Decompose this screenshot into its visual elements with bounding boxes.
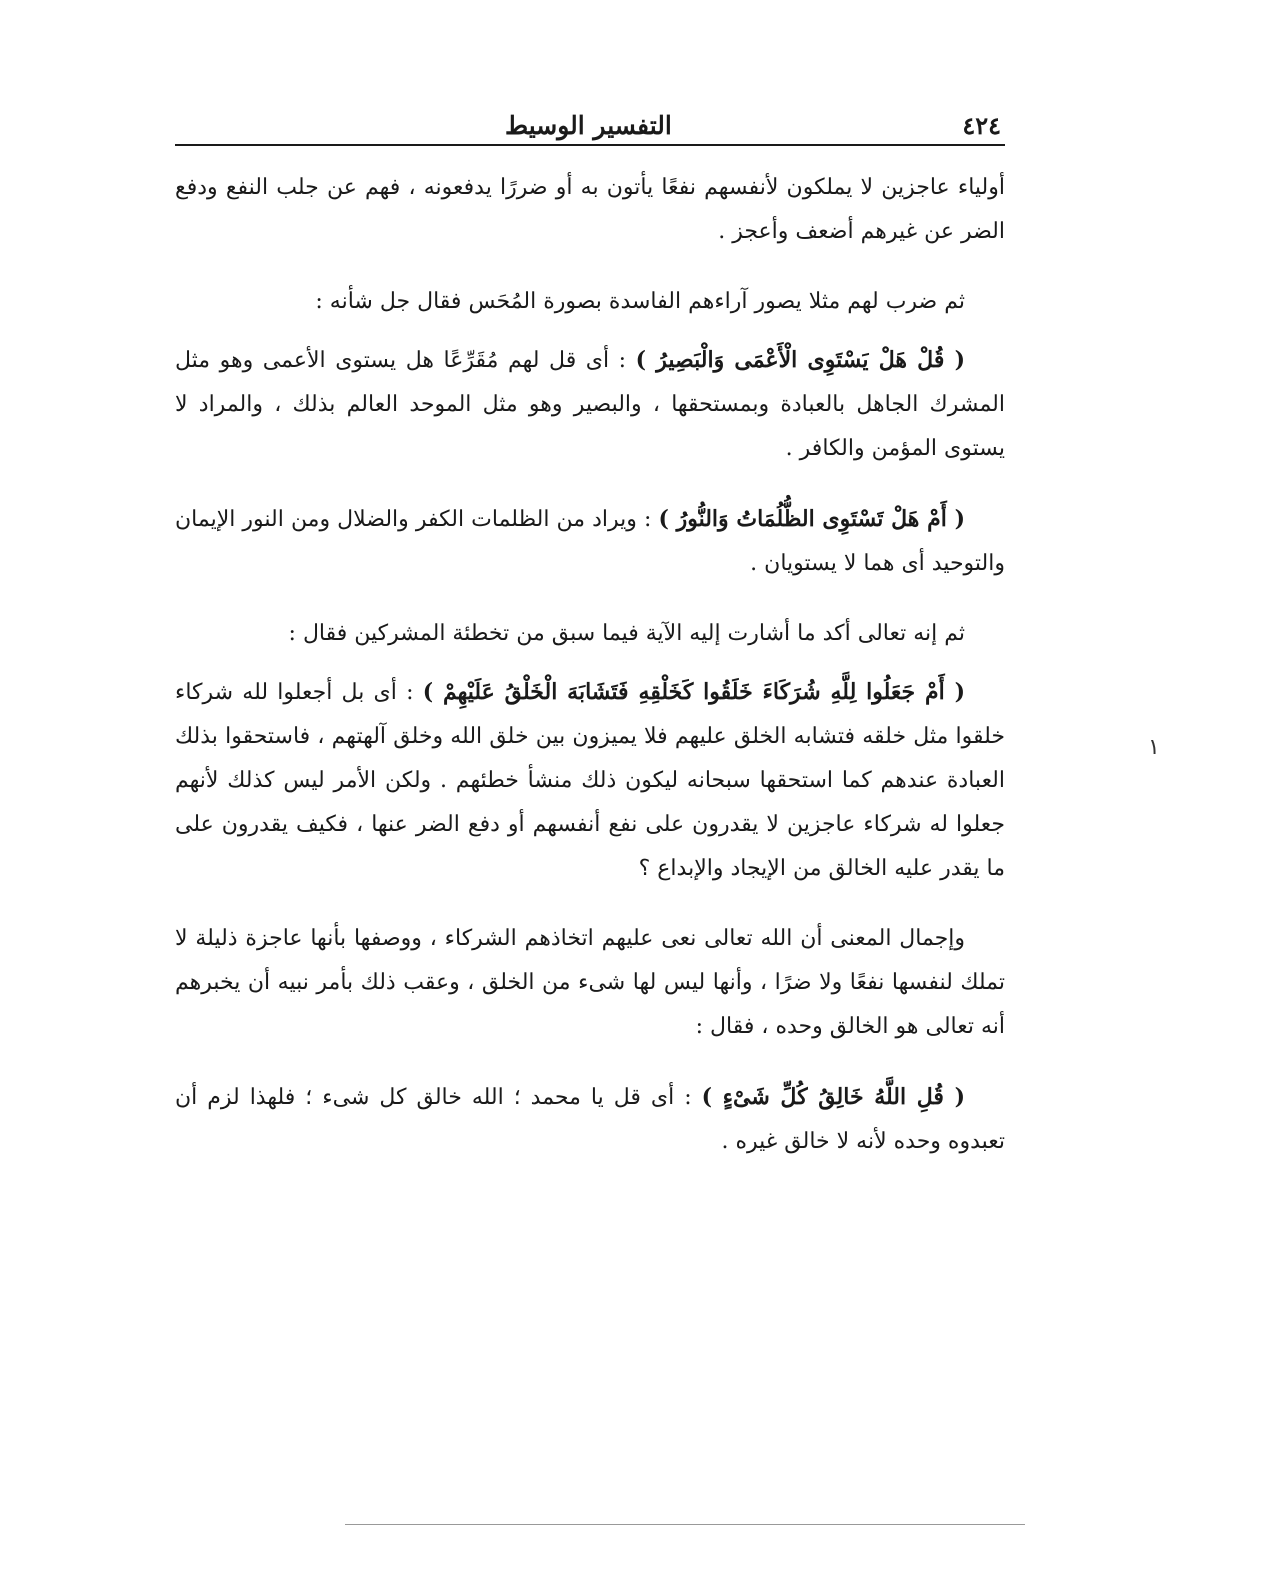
quran-verse: ( قُلْ هَلْ يَسْتَوِى الْأَعْمَى وَالْبَصِيرُ ) xyxy=(635,347,965,373)
footer-divider xyxy=(345,1524,1025,1525)
paragraph xyxy=(175,670,1005,891)
page-header xyxy=(175,100,1005,146)
paragraph-text: : أى قل يا محمد ؛ الله خالق كل شىء ؛ فلهذا لزم أن تعبدوه وحده لأنه لا خالق غيره . xyxy=(175,1085,1005,1154)
body-text xyxy=(175,166,1005,1190)
margin-note: ١ xyxy=(1148,735,1160,760)
running-title: التفسير الوسيط xyxy=(505,111,672,140)
paragraph-text: أولياء عاجزين لا يملكون لأنفسهم نفعًا يأتون به أو ضررًا يدفعونه ، فهم عن جلب النفع ودفع الضر عن غيرهم أضعف وأعجز . xyxy=(175,175,1005,244)
paragraph xyxy=(175,338,1005,471)
paragraph-text: : أى بل أجعلوا لله شركاء خلقوا مثل خلقه فتشابه الخلق عليهم فلا يميزون بين خلق الله وخلق آلهتهم ، فاستحقوا بذلك العبادة عندهم كما استحقها سبحانه ليكون ذلك منشأ خطئهم . ولكن الأمر ليس كذلك لأنهم جعلوا له شركاء عاجزين لا يقدرون على نفع أنفسهم أو دفع الضر عنها ، فكيف يقدرون على ما يقدر عليه الخالق من الإيجاد والإبداع ؟ xyxy=(175,680,1005,881)
quran-verse: ( أَمْ هَلْ تَسْتَوِى الظُّلُمَاتُ وَالنُّورُ ) xyxy=(658,506,965,532)
page-number: ٤٢٤ xyxy=(962,111,1001,140)
paragraph xyxy=(175,612,1005,656)
paragraph-text: : أى قل لهم مُقَرِّعًا هل يستوى الأعمى وهو مثل المشرك الجاهل بالعبادة وبمستحقها ، والبصير وهو مثل الموحد العالم بذلك ، والمراد لا يستوى المؤمن والكافر . xyxy=(175,348,1005,461)
quran-verse: ( قُلِ اللَّهُ خَالِقُ كُلِّ شَىْءٍ ) xyxy=(701,1084,965,1110)
paragraph-text: : ويراد من الظلمات الكفر والضلال ومن النور الإيمان والتوحيد أى هما لا يستويان . xyxy=(175,507,1005,576)
paragraph-text: ثم ضرب لهم مثلا يصور آراءهم الفاسدة بصورة المُحَس فقال جل شأنه : xyxy=(315,289,965,314)
paragraph xyxy=(175,917,1005,1049)
paragraph xyxy=(175,280,1005,324)
paragraph-text: ثم إنه تعالى أكد ما أشارت إليه الآية فيما سبق من تخطئة المشركين فقال : xyxy=(288,621,965,646)
paragraph xyxy=(175,497,1005,586)
paragraph-text: وإجمال المعنى أن الله تعالى نعى عليهم اتخاذهم الشركاء ، ووصفها بأنها عاجزة ذليلة لا تملك لنفسها نفعًا ولا ضرًا ، وأنها ليس لها شىء من الخلق ، وعقب ذلك بأمر نبيه أن يخبرهم أنه تعالى هو الخالق وحده ، فقال : xyxy=(175,926,1005,1039)
paragraph xyxy=(175,166,1005,254)
quran-verse: ( أَمْ جَعَلُوا لِلَّهِ شُرَكَاءَ خَلَقُوا كَخَلْقِهِ فَتَشَابَهَ الْخَلْقُ عَلَيْهِمْ ) xyxy=(422,679,965,705)
paragraph xyxy=(175,1075,1005,1164)
